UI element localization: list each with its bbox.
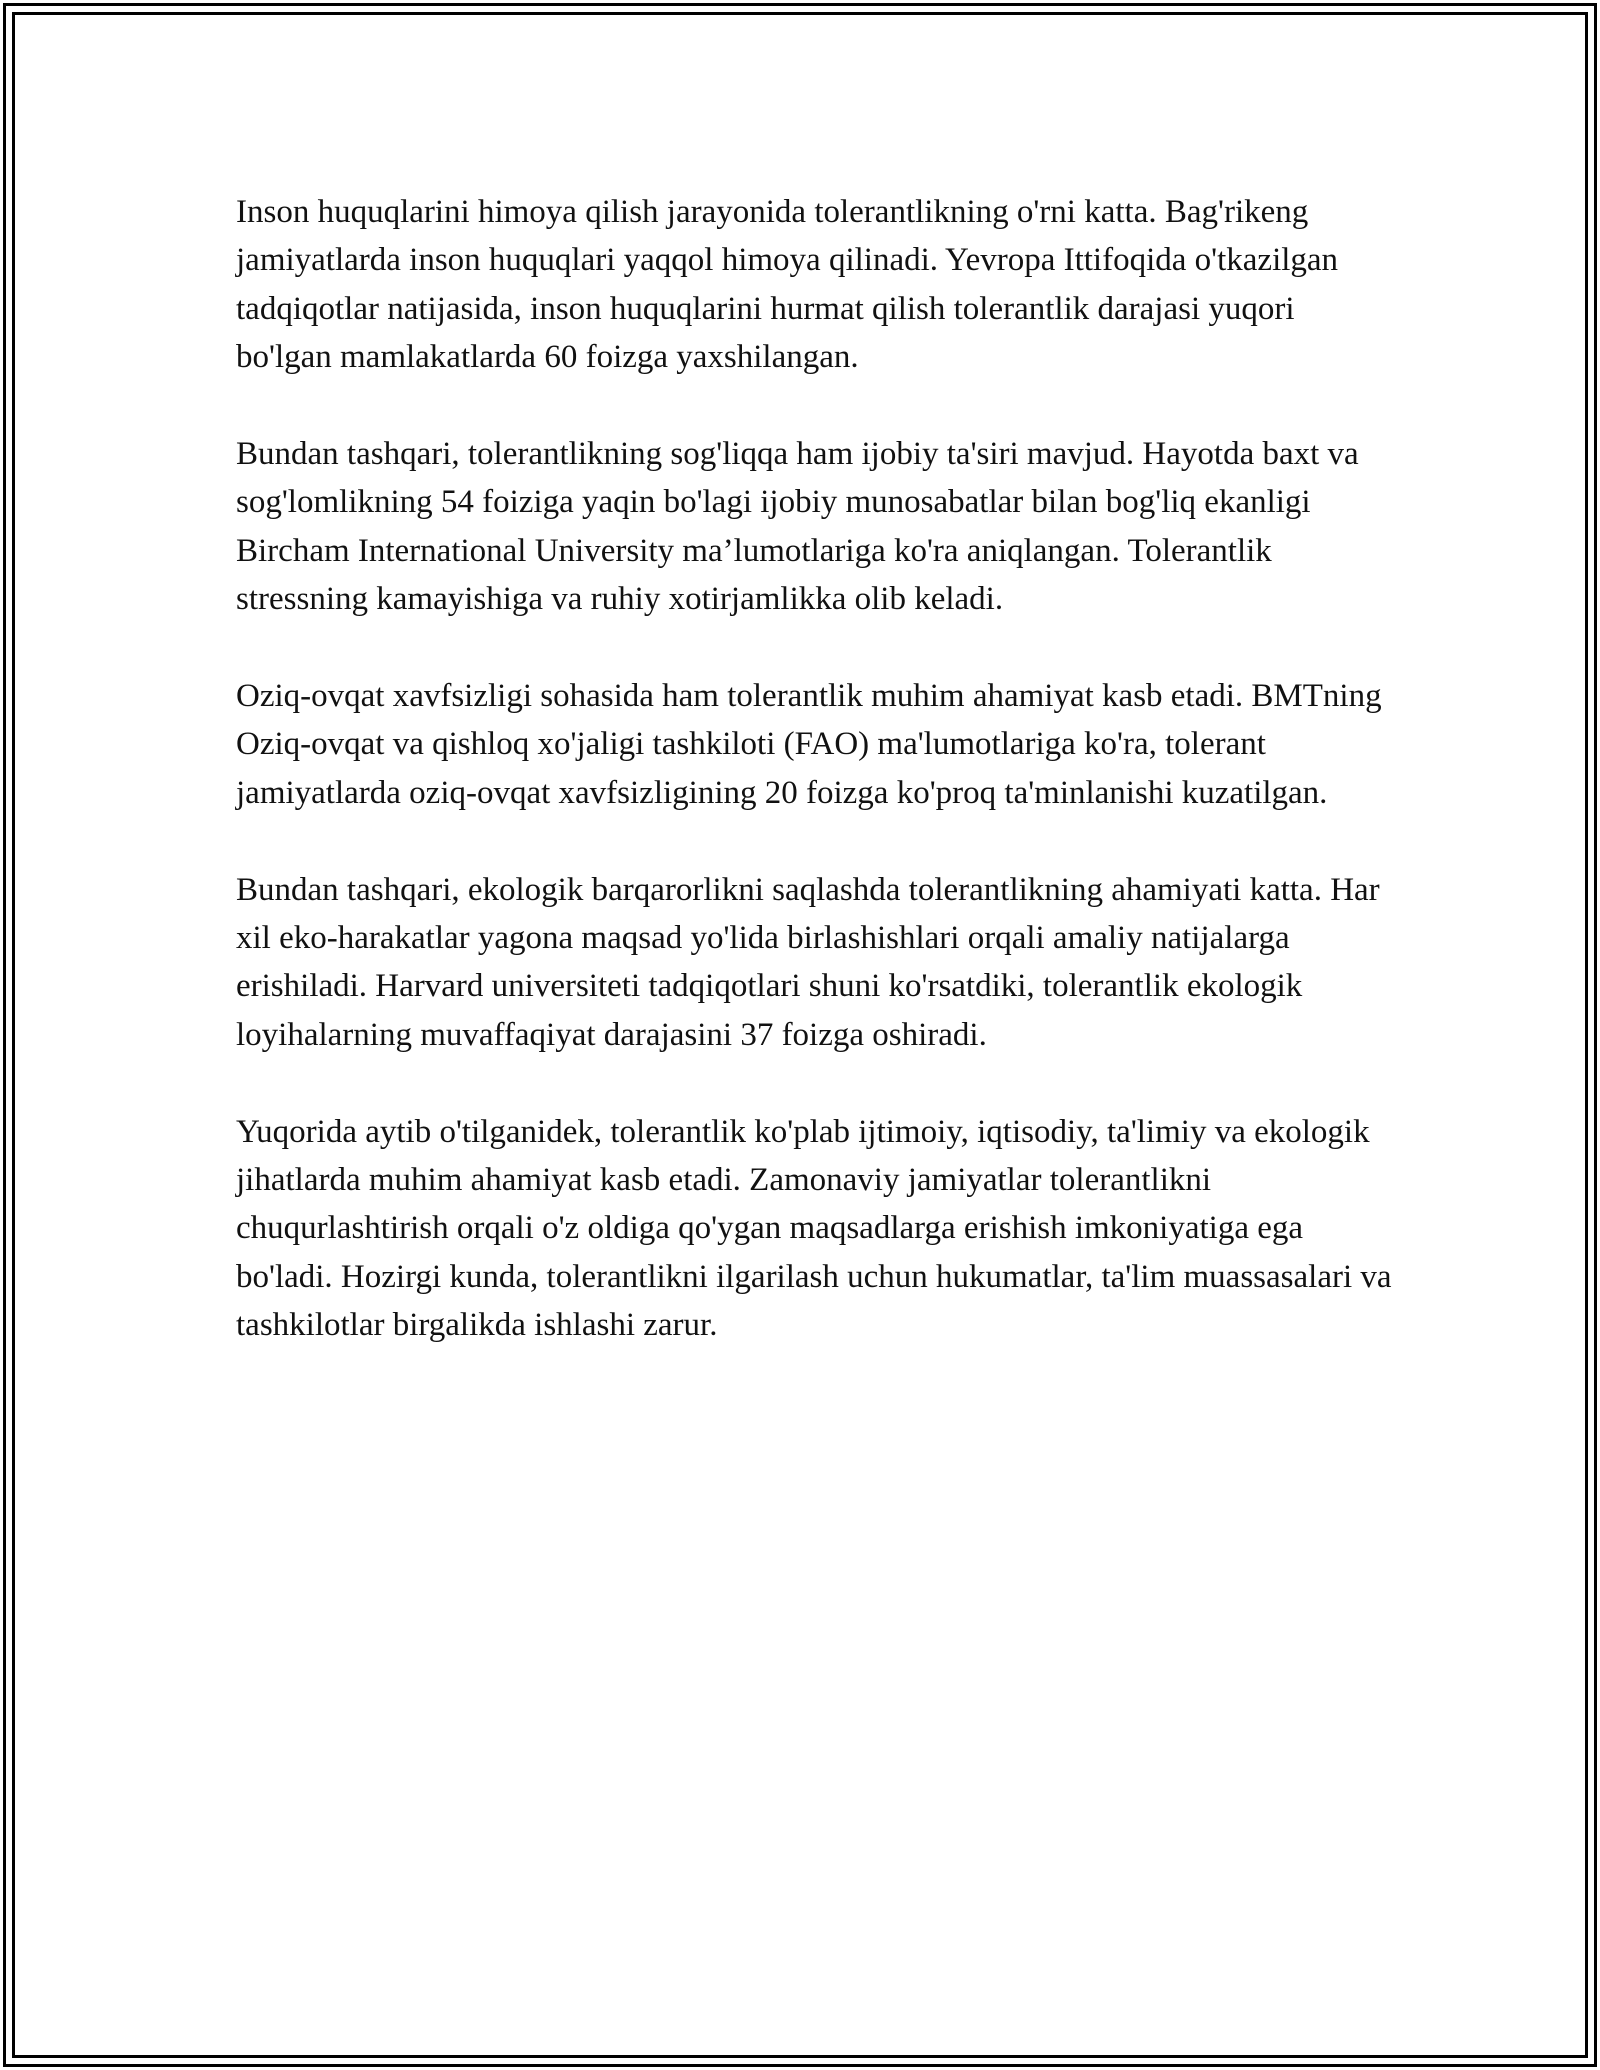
paragraph-human-rights: Inson huquqlarini himoya qilish jarayonida tolerantlikning o'rni katta. Bag'rikeng jamiyatlarda inson huquqlari yaqqol himoya qilinadi. Yevropa Ittifoqida o'tkazilgan tadqiqotlar natijasida, inson huquqlarini hurmat qilish tolerantlik darajasi yuqori bo'lgan mamlakatlarda 60 foizga yaxshilangan. (236, 194, 1339, 376)
paragraph-ecology: Bundan tashqari, ekologik barqarorlikni saqlashda tolerantlikning ahamiyati katta. Har xil eko-harakatlar yagona maqsad yo'lida birlashishlari orqali amaliy natijalarga erishiladi. Harvard universiteti tadqiqotlari shuni ko'rsatdiki, tolerantlik ekologik loyihalarning muvaffaqiyat darajasini 37 foizga oshiradi. (236, 871, 1380, 1053)
paragraph-conclusion: Yuqorida aytib o'tilganidek, tolerantlik ko'plab ijtimoiy, iqtisodiy, ta'limiy va ekologik jihatlarda muhim ahamiyat kasb etadi. Zamonaviy jamiyatlar tolerantlikni chuqurlashtirish orqali o'z oldiga qo'ygan maqsadlarga erishish imkoniyatiga ega bo'ladi. Hozirgi kunda, tolerantlikni ilgarilash uchun hukumatlar, ta'lim muassasalari va tashkilotlar birgalikda ishlashi zarur. (236, 1113, 1392, 1344)
paragraph-health: Bundan tashqari, tolerantlikning sog'liqqa ham ijobiy ta'siri mavjud. Hayotda baxt va sog'lomlikning 54 foiziga yaqin bo'lagi ijobiy munosabatlar bilan bog'liq ekanligi Bircham International University ma’lumotlariga ko'ra aniqlangan. Tolerantlik stressning kamayishiga va ruhiy xotirjamlikka olib keladi. (236, 436, 1359, 618)
paragraph-food-security: Oziq-ovqat xavfsizligi sohasida ham tolerantlik muhim ahamiyat kasb etadi. BMTning Oziq-ovqat va qishloq xo'jaligi tashkiloti (FAO) ma'lumotlariga ko'ra, tolerant jamiyatlarda oziq-ovqat xavfsizligining 20 foizga ko'proq ta'minlanishi kuzatilgan. (236, 678, 1382, 811)
document-body (236, 188, 1396, 1398)
